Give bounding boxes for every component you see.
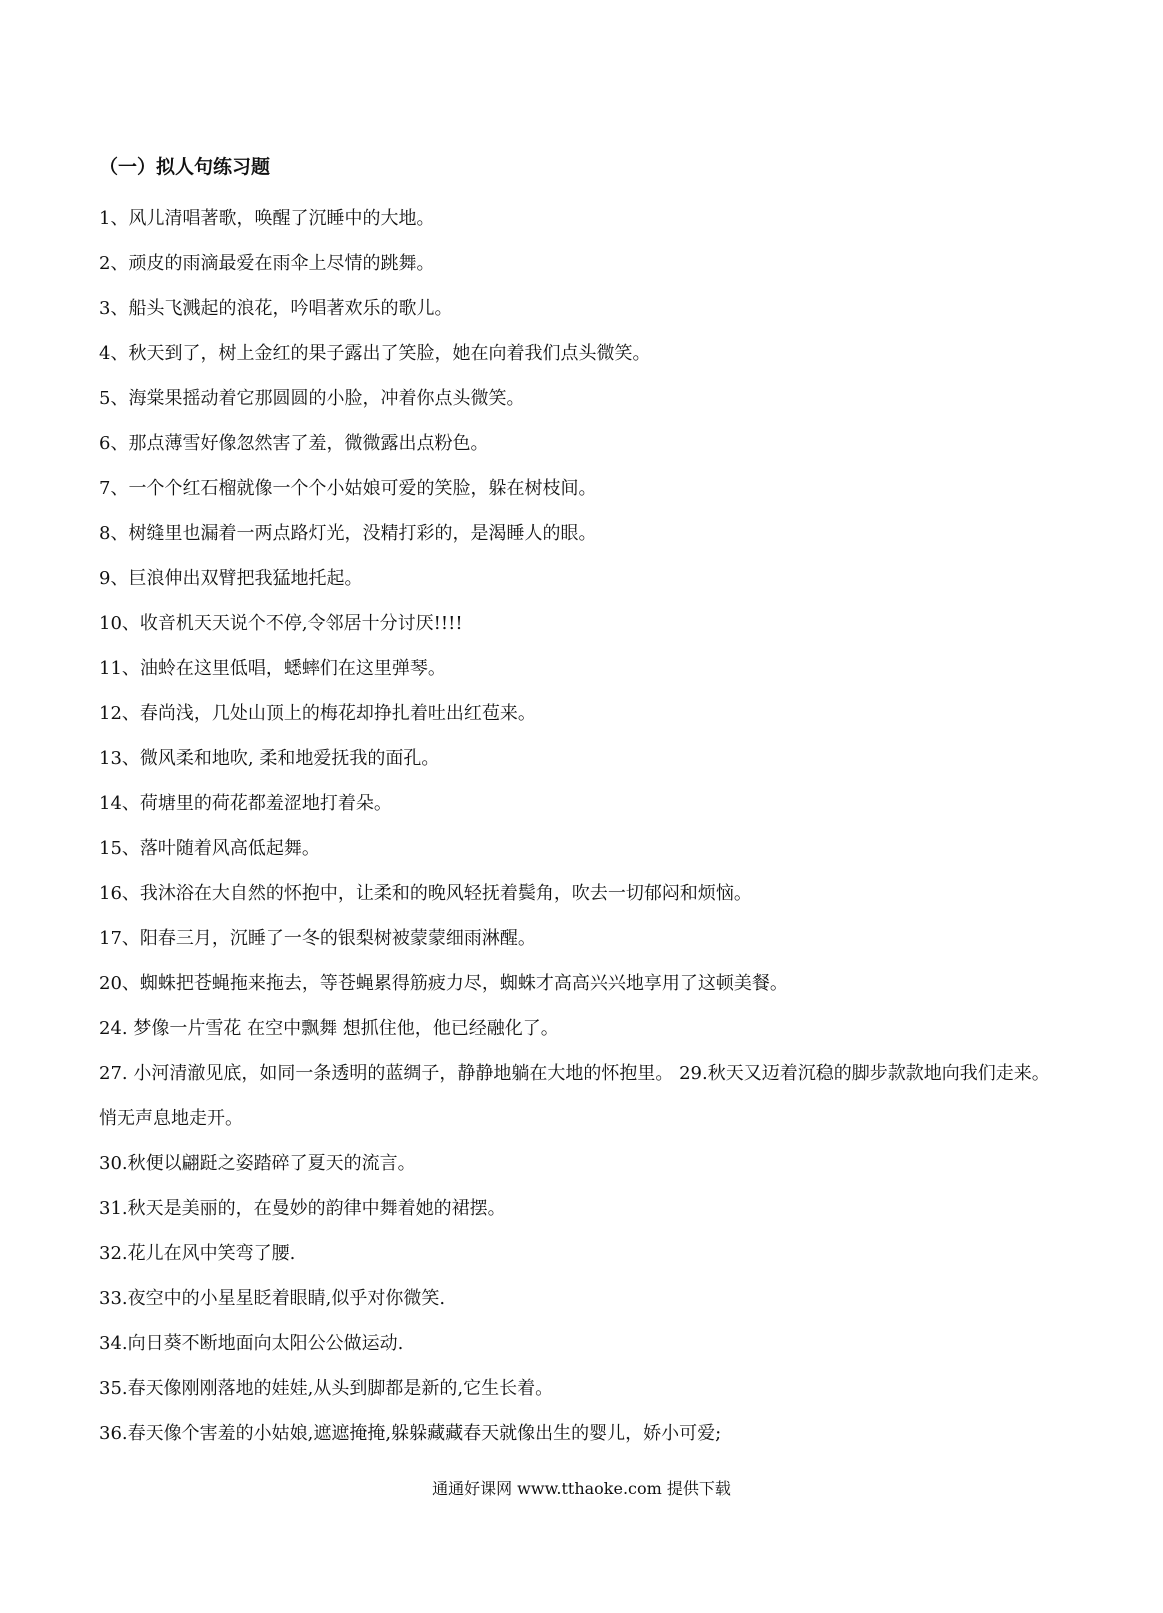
- list-item: 15、落叶随着风高低起舞。: [99, 838, 320, 859]
- list-item: 5、海棠果摇动着它那圆圆的小脸，冲着你点头微笑。: [99, 388, 525, 409]
- list-item: 30.秋便以翩跹之姿踏碎了夏天的流言。: [99, 1153, 416, 1174]
- list-item: 32.花儿在风中笑弯了腰.: [99, 1243, 296, 1264]
- list-item: 3、船头飞溅起的浪花，吟唱著欢乐的歌儿。: [99, 298, 453, 319]
- list-item: 36.春天像个害羞的小姑娘,遮遮掩掩,躲躲藏藏春天就像出生的婴儿，娇小可爱;: [99, 1423, 722, 1444]
- list-item: 13、微风柔和地吹, 柔和地爱抚我的面孔。: [99, 748, 440, 769]
- list-item: 7、一个个红石榴就像一个个小姑娘可爱的笑脸，躲在树枝间。: [99, 478, 597, 499]
- list-item: 4、秋天到了，树上金红的果子露出了笑脸，她在向着我们点头微笑。: [99, 343, 651, 364]
- list-item: 35.春天像刚刚落地的娃娃,从头到脚都是新的,它生长着。: [99, 1378, 554, 1399]
- list-item: 33.夜空中的小星星眨着眼睛,似乎对你微笑.: [99, 1288, 446, 1309]
- list-item: 27. 小河清澈见底，如同一条透明的蓝绸子，静静地躺在大地的怀抱里。 29.秋天又迈着沉稳的脚步款款地向我们走来。悄无声息地走开。: [99, 1063, 1050, 1129]
- list-item: 14、荷塘里的荷花都羞涩地打着朵。: [99, 793, 392, 814]
- list-item: 6、那点薄雪好像忽然害了羞，微微露出点粉色。: [99, 433, 489, 454]
- list-item: 1、风儿清唱著歌，唤醒了沉睡中的大地。: [99, 208, 435, 229]
- list-item: 31.秋天是美丽的，在曼妙的韵律中舞着她的裙摆。: [99, 1198, 506, 1219]
- page-footer: 通通好课网 www.tthaoke.com 提供下载: [432, 1479, 731, 1498]
- page-title: （一）拟人句练习题: [99, 156, 271, 178]
- list-item: 24. 梦像一片雪花 在空中飘舞 想抓住他，他已经融化了。: [99, 1018, 559, 1039]
- list-item: 12、春尚浅，几处山顶上的梅花却挣扎着吐出红苞来。: [99, 703, 536, 724]
- list-item: 8、树缝里也漏着一两点路灯光，没精打彩的，是渴睡人的眼。: [99, 523, 597, 544]
- list-item: 10、收音机天天说个不停,令邻居十分讨厌!!!!: [99, 613, 463, 634]
- list-item: 2、顽皮的雨滴最爱在雨伞上尽情的跳舞。: [99, 253, 435, 274]
- exercise-list: [99, 196, 1059, 1456]
- list-item: 11、油蛉在这里低唱，蟋蟀们在这里弹琴。: [99, 658, 446, 679]
- list-item: 20、蜘蛛把苍蝇拖来拖去，等苍蝇累得筋疲力尽，蜘蛛才高高兴兴地享用了这顿美餐。: [99, 973, 788, 994]
- list-item: 34.向日葵不断地面向太阳公公做运动.: [99, 1333, 404, 1354]
- list-item: 9、巨浪伸出双臂把我猛地托起。: [99, 568, 363, 589]
- list-item: 16、我沐浴在大自然的怀抱中，让柔和的晚风轻抚着鬓角，吹去一切郁闷和烦恼。: [99, 883, 752, 904]
- list-item: 17、阳春三月，沉睡了一冬的银梨树被蒙蒙细雨淋醒。: [99, 928, 536, 949]
